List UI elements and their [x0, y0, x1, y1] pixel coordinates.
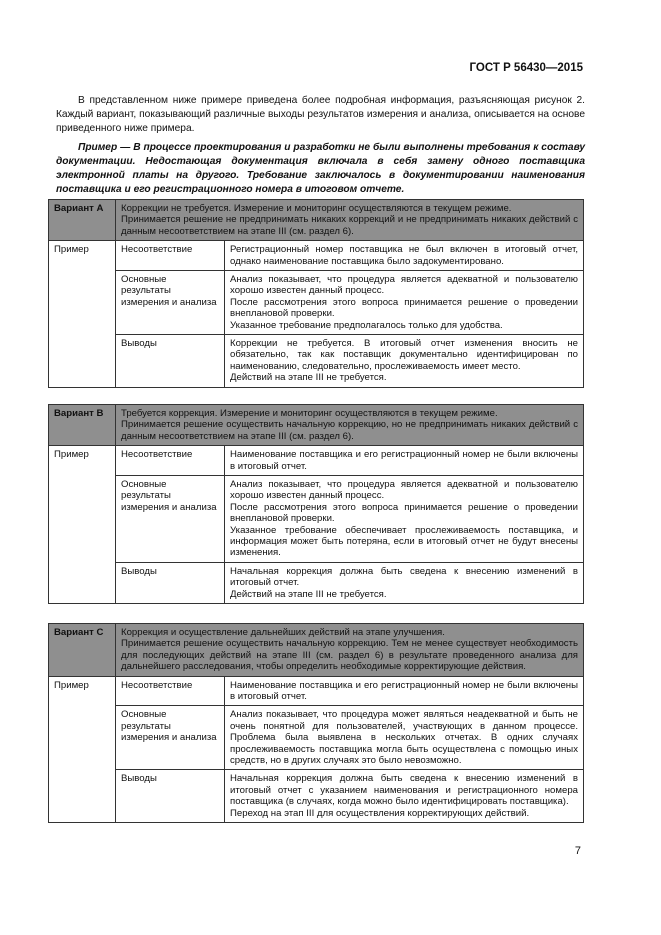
document-code: ГОСТ Р 56430—2015 [469, 62, 583, 74]
variant-b-results-text: Анализ показывает, что процедура является адекватной и пользователю хорошо известен данный процесс. После рассмотрения этого вопроса принимается решение о проведении внеплановой проверки. Указанное требование обеспечивает прослеживаемость поставщика, и информация может быть потеряна, если в итоговый отчет не будут внесены изменения. [225, 476, 584, 563]
variant-b-conclusions-label: Выводы [116, 562, 225, 603]
variant-c-row [49, 676, 584, 706]
variant-b-conclusions-text: Начальная коррекция должна быть сведена к внесению изменений в итоговый отчет. Действий на этапе III не требуется. [225, 562, 584, 603]
variant-c-conclusions-text: Начальная коррекция должна быть сведена к внесению изменений в итоговый отчет с указанием наименования и регистрационного номера поставщика (в случаях, когда можно было идентифицировать поставщика). Переход на этап III для осуществления корректирующих действий. [225, 770, 584, 823]
variant-c-row [49, 770, 584, 823]
variant-b-nonconformity-label: Несоответствие [116, 446, 225, 476]
page-number: 7 [574, 845, 581, 857]
variant-a-header-row [49, 200, 584, 241]
variant-c-row [49, 706, 584, 770]
variant-a-row-label: Пример [49, 241, 116, 387]
variant-c-table [48, 623, 584, 823]
variant-b-name: Вариант В [49, 405, 116, 446]
variant-c-row-label: Пример [49, 676, 116, 822]
variant-c-nonconformity-label: Несоответствие [116, 676, 225, 706]
variant-c-nonconformity-text: Наименование поставщика и его регистрационный номер не были включены в итоговый отчет. [225, 676, 584, 706]
variant-a-row [49, 271, 584, 335]
variant-a-description: Коррекции не требуется. Измерение и мониторинг осуществляются в текущем режиме. Принимается решение не предпринимать никаких коррекций и не предпринимать никаких действий с данным несоответствием на этапе III (см. раздел 6). [116, 200, 584, 241]
variant-a-nonconformity-label: Несоответствие [116, 241, 225, 271]
intro-paragraph [56, 94, 585, 136]
variant-b-description: Требуется коррекция. Измерение и мониторинг осуществляются в текущем режиме. Принимается решение осуществить начальную коррекцию, но не предпринимать никаких действий с данным несоответствием на этапе III (см. раздел 6). [116, 405, 584, 446]
variant-a-row [49, 335, 584, 388]
variant-b-row [49, 446, 584, 476]
variant-c-results-label: Основные результаты измерения и анализа [116, 706, 225, 770]
variant-a-results-label: Основные результаты измерения и анализа [116, 271, 225, 335]
variant-b-row [49, 562, 584, 603]
variant-c-description: Коррекция и осуществление дальнейших действий на этапе улучшения. Принимается решение осуществить начальную коррекцию. Тем не менее существует необходимость для последующих действий на этапе III (см. раздел 6) в результате проведенного анализа для дальнейшего расследования, чтобы определить необходимые корректирующие действия. [116, 624, 584, 677]
variant-b-table [48, 404, 584, 604]
example-paragraph [56, 141, 585, 197]
variant-a-conclusions-text: Коррекции не требуется. В итоговый отчет изменения вносить не обязательно, так как поставщик документально идентифицирован по наименованию, следовательно, прослеживаемость имеет место. Действий на этапе III не требуется. [225, 335, 584, 388]
variant-a-table [48, 199, 584, 388]
variant-a-results-text: Анализ показывает, что процедура является адекватной и пользователю хорошо известен данный процесс. После рассмотрения этого вопроса принимается решение о проведении внеплановой проверки. Указанное требование предполагалось только для удобства. [225, 271, 584, 335]
example-text: Пример — В процессе проектирования и разработки не были выполнены требования к составу документации. Недостающая документация включала в себя замену одного поставщика электронной платы на другого. Требование заключалось в документировании наименования поставщика и его регистрационного номера в итоговом отчете. [56, 142, 585, 195]
variant-c-header-row [49, 624, 584, 677]
variant-c-conclusions-label: Выводы [116, 770, 225, 823]
variant-c-results-text: Анализ показывает, что процедура может являться неадекватной и быть не очень понятной для пользователей, участвующих в данном процессе. Проблема была выявлена в нескольких отчетах. В одних случаях прослеживаемость поставщика могла быть осуществлена с помощью иных средств, но в других случаях это было невозможно. [225, 706, 584, 770]
variant-a-nonconformity-text: Регистрационный номер поставщика не был включен в итоговый отчет, однако наименование поставщика было задокументировано. [225, 241, 584, 271]
variant-b-row [49, 476, 584, 563]
variant-b-results-label: Основные результаты измерения и анализа [116, 476, 225, 563]
variant-a-row [49, 241, 584, 271]
variant-b-header-row [49, 405, 584, 446]
variant-b-nonconformity-text: Наименование поставщика и его регистрационный номер не были включены в итоговый отчет. [225, 446, 584, 476]
intro-text: В представленном ниже примере приведена более подробная информация, разъясняющая рисунок 2. Каждый вариант, показывающий различные выходы результатов измерения и анализа, описывается на основе приведенного ниже примера. [56, 95, 585, 134]
variant-a-conclusions-label: Выводы [116, 335, 225, 388]
variant-b-row-label: Пример [49, 446, 116, 604]
variant-c-name: Вариант С [49, 624, 116, 677]
variant-a-name: Вариант А [49, 200, 116, 241]
